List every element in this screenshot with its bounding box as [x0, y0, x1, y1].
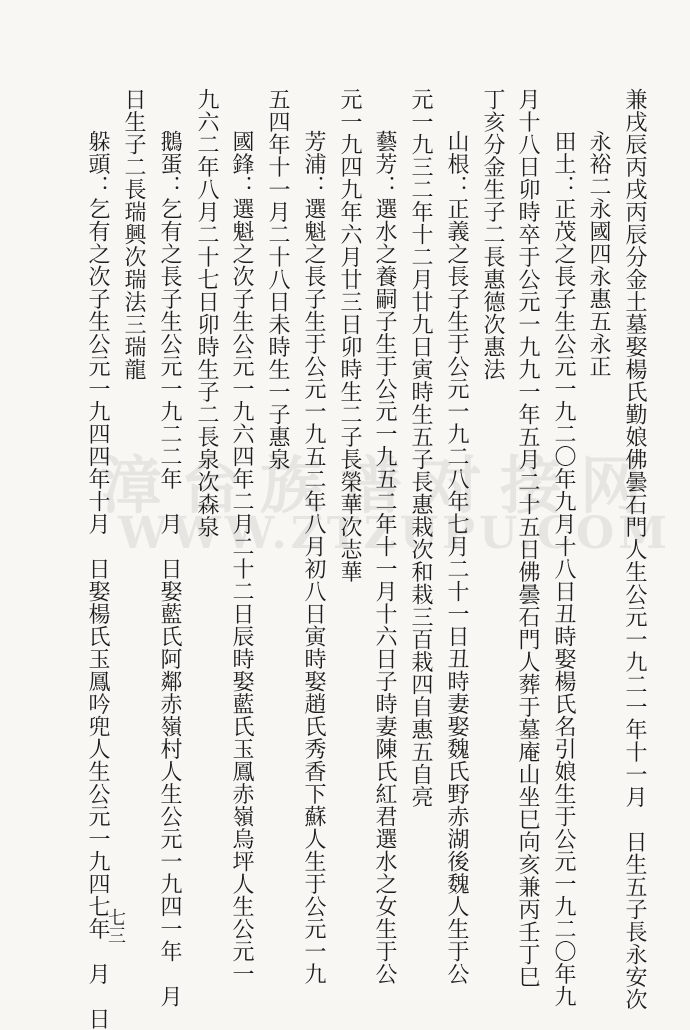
page-number: 七三	[105, 908, 126, 944]
text-column-7: 元一九三二年十二月廿九日寅時生五子長惠栽次和栽三百栽四自惠五自亮	[408, 88, 433, 808]
text-column-10: 芳浦：選魁之長子生于公元一九五二年八月初八日寅時娶趙氏秀香下蘇人生于公元一九	[301, 130, 326, 985]
text-column-2: 永裕二永國四永惠五永正	[586, 130, 611, 378]
text-column-9: 元一九四九年六月廿三日卯時生二子長榮華次志華	[337, 88, 362, 583]
text-column-11: 五四年十一月二十八日未時生一子惠泉	[265, 88, 290, 471]
text-column-16: 躲頭：乞有之次子生公元一九四四年十月 日娶楊氏玉鳳吟兜人生公元一九四七年 月 日	[85, 130, 110, 1030]
text-column-15: 日生子二長瑞興次瑞法三瑞龍	[121, 88, 146, 381]
text-column-4: 月十八日卯時卒于公元一九九一年五月二十五日佛曇石門人葬于墓庵山坐巳向亥兼丙壬丁巳	[515, 88, 540, 988]
text-column-8: 藝芳：選水之養嗣子生于公元一九五二年十一月十六日子時妻陳氏紅君選水之女生于公	[372, 130, 397, 985]
text-column-12: 國鋒：選魁之次子生公元一九六四年二月二十二日辰時娶藍氏玉鳳赤嶺烏坪人生公元一	[229, 130, 254, 985]
text-column-6: 山根：正義之長子生于公元一九二八年七月二十一日丑時妻娶魏氏野赤湖後魏人生于公	[444, 130, 469, 985]
text-column-3: 田土：正茂之長子生公元一九二〇年九月十八日丑時娶楊氏名引娘生于公元一九二〇年九	[551, 130, 576, 1008]
text-column-14: 鵝蛋：乞有之長子生公元一九二二年 月 日娶藍氏阿鄰赤嶺村人生公元一九四一年 月	[157, 130, 182, 1008]
text-column-1: 兼戌辰丙戌丙辰分金土墓娶楊氏勤娘佛曇石門人生公元一九二一年十一月 日生五子長永安次	[622, 88, 647, 1011]
watermark-text: 漳台族谱对接网	[100, 449, 661, 522]
text-column-13: 九六二年八月二十七日卯時生子二長泉次森泉	[194, 88, 219, 538]
watermark-url: WWW.ZTZUPU.COM	[118, 508, 671, 559]
text-column-5: 丁亥分金生子二長惠德次惠法	[480, 88, 505, 381]
